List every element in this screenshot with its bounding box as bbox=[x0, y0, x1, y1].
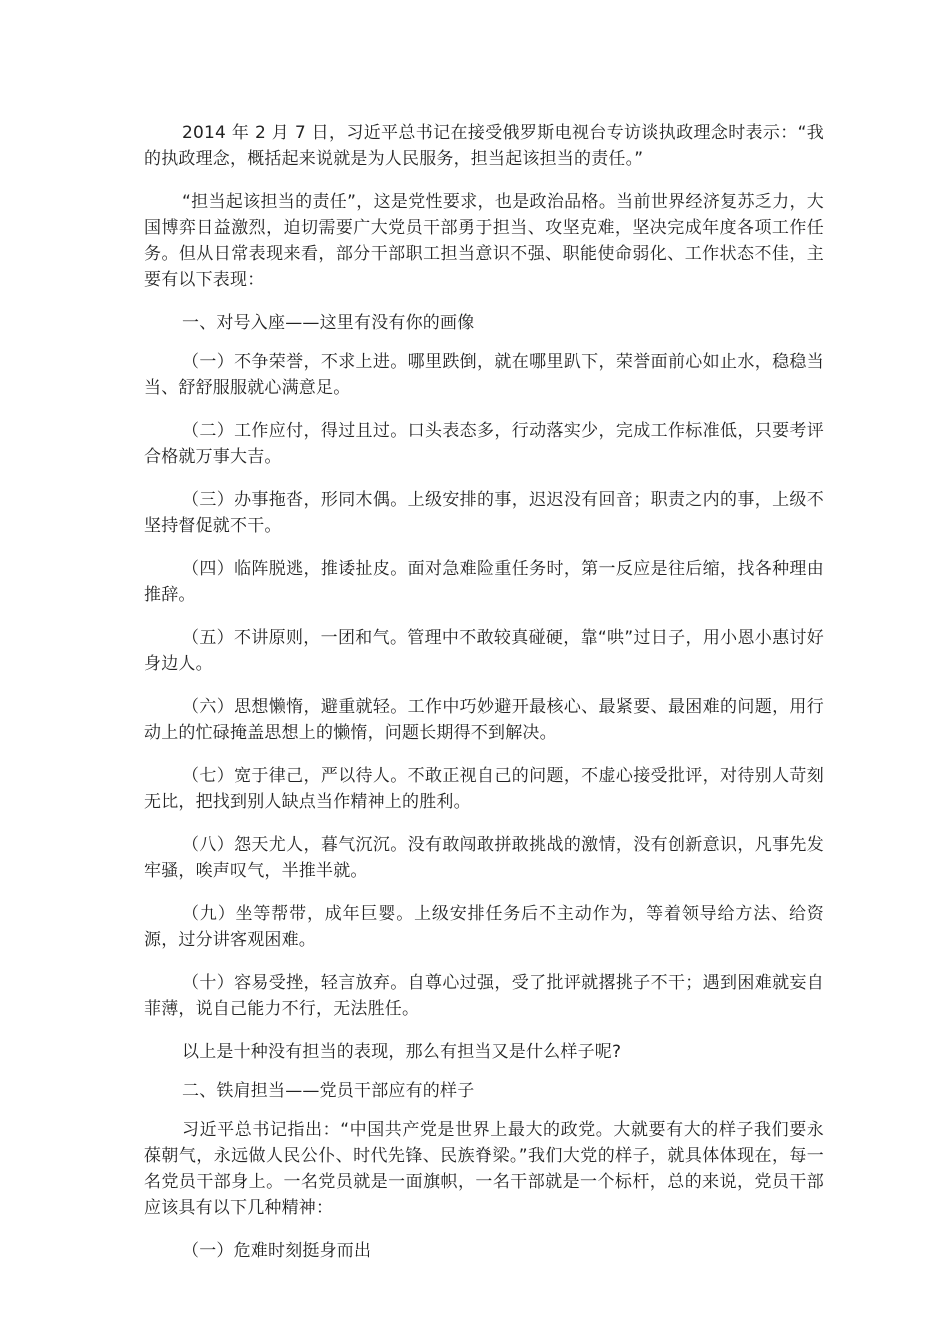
transition-paragraph: 以上是十种没有担当的表现，那么有担当又是什么样子呢? bbox=[182, 1042, 622, 1062]
document-body bbox=[144, 120, 824, 1281]
list-item-8: （八）怨天尤人，暮气沉沉。没有敢闯敢拼敢挑战的激情，没有创新意识，凡事先发牢骚，唉声叹气，半推半就。 bbox=[144, 835, 824, 881]
list-item-10: （十）容易受挫，轻言放弃。自尊心过强，受了批评就撂挑子不干；遇到困难就妄自菲薄，说自己能力不行，无法胜任。 bbox=[144, 973, 824, 1019]
list-item-7: （七）宽于律己，严以待人。不敢正视自己的问题，不虚心接受批评，对待别人苛刻无比，把找到别人缺点当作精神上的胜利。 bbox=[144, 766, 824, 812]
list-item-3: （三）办事拖沓，形同木偶。上级安排的事，迟迟没有回音；职责之内的事，上级不坚持督促就不干。 bbox=[144, 490, 824, 536]
list-item-4: （四）临阵脱逃，推诿扯皮。面对急难险重任务时，第一反应是往后缩，找各种理由推辞。 bbox=[144, 559, 824, 605]
list-item-6: （六）思想懒惰，避重就轻。工作中巧妙避开最核心、最紧要、最困难的问题，用行动上的忙碌掩盖思想上的懒惰，问题长期得不到解决。 bbox=[144, 697, 824, 743]
list-item-2: （二）工作应付，得过且过。口头表态多，行动落实少，完成工作标准低，只要考评合格就万事大吉。 bbox=[144, 421, 824, 467]
quote-paragraph: 习近平总书记指出：“中国共产党是世界上最大的政党。大就要有大的样子我们要永葆朝气，永远做人民公仆、时代先锋、民族脊梁。”我们大党的样子，就具体体现在，每一名党员干部身上。一名党员就是一面旗帜，一名干部就是一个标杆，总的来说，党员干部应该具有以下几种精神： bbox=[144, 1120, 824, 1218]
subsection-heading-1: （一）危难时刻挺身而出 bbox=[182, 1241, 372, 1261]
list-item-9: （九）坐等帮带，成年巨婴。上级安排任务后不主动作为，等着领导给方法、给资源，过分讲客观困难。 bbox=[144, 904, 824, 950]
intro-paragraph: 2014 年 2 月 7 日，习近平总书记在接受俄罗斯电视台专访谈执政理念时表示：“我的执政理念，概括起来说就是为人民服务，担当起该担当的责任。” bbox=[144, 123, 824, 169]
section-heading-1: 一、对号入座——这里有没有你的画像 bbox=[182, 313, 475, 333]
section-heading-2: 二、铁肩担当——党员干部应有的样子 bbox=[182, 1081, 475, 1101]
list-item-5: （五）不讲原则，一团和气。管理中不敢较真碰硬，靠“哄”过日子，用小恩小惠讨好身边人。 bbox=[144, 628, 824, 674]
context-paragraph: “担当起该担当的责任”，这是党性要求，也是政治品格。当前世界经济复苏乏力，大国博弈日益激烈，迫切需要广大党员干部勇于担当、攻坚克难，坚决完成年度各项工作任务。但从日常表现来看，部分干部职工担当意识不强、职能使命弱化、工作状态不佳，主要有以下表现： bbox=[144, 192, 824, 290]
list-item-1: （一）不争荣誉，不求上进。哪里跌倒，就在哪里趴下，荣誉面前心如止水，稳稳当当、舒舒服服就心满意足。 bbox=[144, 352, 824, 398]
